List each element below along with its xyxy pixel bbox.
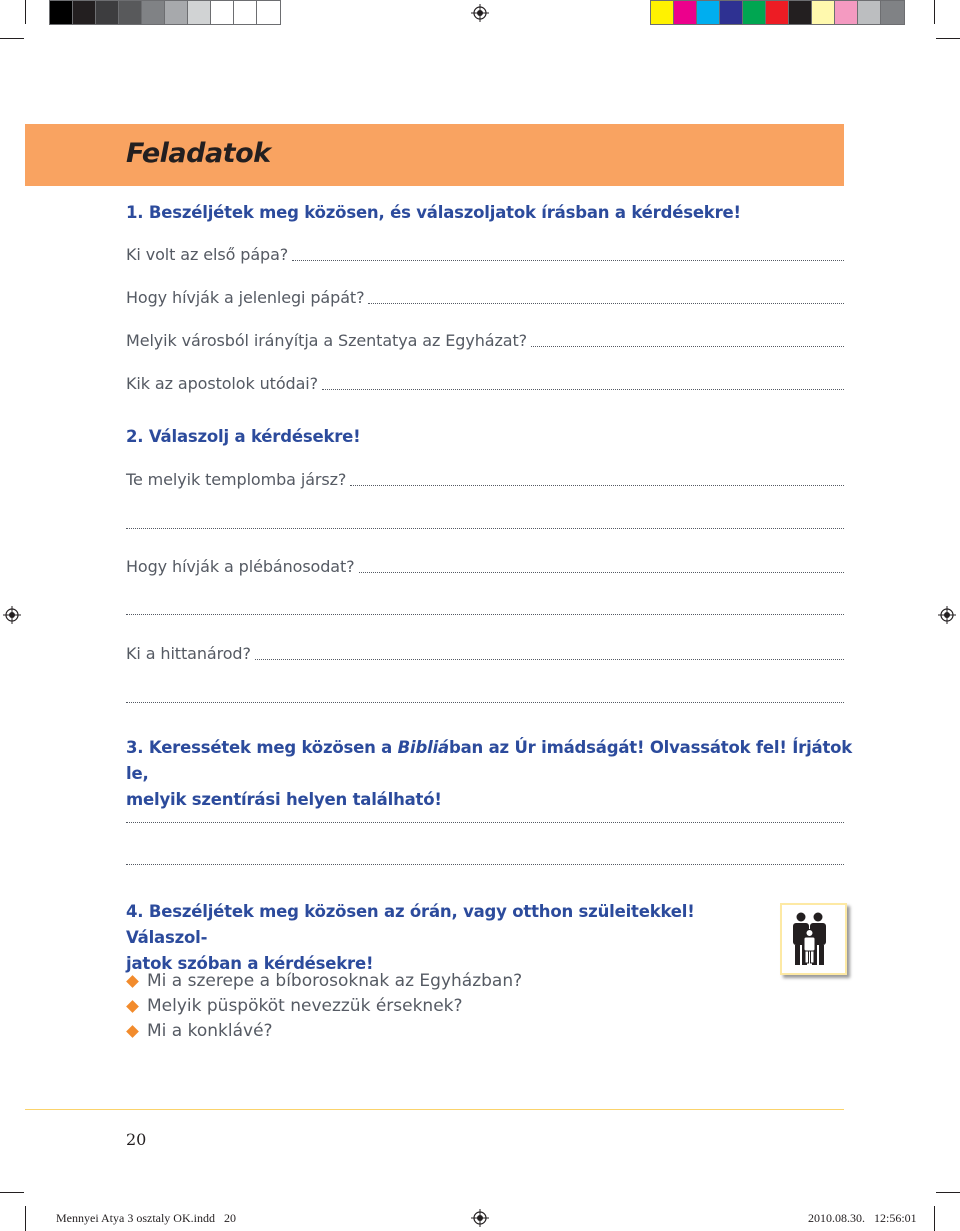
print-slug-date: 2010.08.30. 12:56:01 — [808, 1211, 917, 1225]
question-text: Hogy hívják a jelenlegi pápát? — [126, 288, 365, 307]
answer-line[interactable] — [126, 468, 844, 490]
swatch — [697, 1, 720, 24]
process-color-bar — [650, 0, 905, 25]
swatch — [73, 1, 96, 24]
dotted-line — [292, 260, 844, 261]
print-slug-file: Mennyei Atya 3 osztaly OK.indd 20 — [56, 1211, 236, 1225]
bullet-item — [126, 1020, 273, 1042]
crop-mark — [934, 0, 935, 24]
bullet-text: Mi a konklávé? — [147, 1021, 273, 1041]
bullet-text: Melyik püspököt nevezzük érseknek? — [147, 996, 463, 1016]
swatch — [720, 1, 743, 24]
heading-text: 3. Keressétek meg közösen a — [126, 738, 398, 757]
dotted-line — [255, 659, 844, 660]
registration-mark-icon — [3, 606, 21, 624]
question-text: Kik az apostolok utódai? — [126, 374, 319, 393]
heading-text: ban az Úr imádságát! Olvassátok fel! Írjátok le, — [126, 738, 853, 783]
question-text: Hogy hívják a plébánosodat? — [126, 557, 355, 576]
blank-answer-line[interactable] — [126, 614, 844, 615]
task-3-heading — [126, 735, 856, 813]
swatch — [119, 1, 142, 24]
swatch — [789, 1, 812, 24]
diamond-bullet-icon — [126, 1000, 139, 1013]
answer-line[interactable] — [126, 286, 844, 308]
registration-mark-icon — [938, 606, 956, 624]
bullet-item — [126, 970, 522, 992]
crop-mark — [25, 0, 26, 24]
swatch — [188, 1, 211, 24]
blank-answer-line[interactable] — [126, 702, 844, 703]
crop-mark — [0, 38, 24, 39]
crop-mark — [25, 1206, 26, 1231]
page-number: 20 — [126, 1130, 147, 1149]
swatch — [50, 1, 73, 24]
swatch — [165, 1, 188, 24]
swatch — [651, 1, 674, 24]
swatch — [142, 1, 165, 24]
page-title: Feladatok — [126, 138, 271, 169]
question-text: Melyik városból irányítja a Szentatya az Egyházat? — [126, 331, 528, 350]
dotted-line — [350, 485, 844, 486]
crop-mark — [936, 1192, 960, 1193]
swatch — [257, 1, 280, 24]
registration-mark-icon — [471, 4, 489, 22]
task-4-heading — [126, 899, 776, 977]
dotted-line — [322, 389, 844, 390]
answer-line[interactable] — [126, 329, 844, 351]
answer-line[interactable] — [126, 372, 844, 394]
answer-line[interactable] — [126, 642, 844, 664]
swatch — [743, 1, 766, 24]
grayscale-color-bar — [49, 0, 281, 25]
question-text: Ki volt az első pápa? — [126, 245, 289, 264]
swatch — [96, 1, 119, 24]
task-1-heading: 1. Beszéljétek meg közösen, és válaszoljatok írásban a kérdésekre! — [126, 203, 741, 222]
blank-answer-line[interactable] — [126, 864, 844, 865]
diamond-bullet-icon — [126, 975, 139, 988]
swatch — [211, 1, 234, 24]
family-icon — [780, 903, 847, 975]
dotted-line — [368, 303, 844, 304]
swatch — [766, 1, 789, 24]
crop-mark — [936, 38, 960, 39]
swatch — [234, 1, 257, 24]
blank-answer-line[interactable] — [126, 528, 844, 529]
crop-mark — [934, 1206, 935, 1231]
swatch — [881, 1, 904, 24]
swatch — [835, 1, 858, 24]
blank-answer-line[interactable] — [126, 822, 844, 823]
heading-text: 4. Beszéljétek meg közösen az órán, vagy otthon szüleitekkel! Válaszol- — [126, 902, 695, 947]
swatch — [674, 1, 697, 24]
question-text: Ki a hittanárod? — [126, 644, 251, 663]
question-text: Te melyik templomba jársz? — [126, 470, 347, 489]
bullet-text: Mi a szerepe a bíborosoknak az Egyházban? — [147, 971, 523, 991]
heading-text: melyik szentírási helyen található! — [126, 790, 442, 809]
swatch — [858, 1, 881, 24]
footer-rule — [25, 1109, 844, 1110]
answer-line[interactable] — [126, 243, 844, 265]
heading-italic-text: Bibliá — [397, 738, 449, 757]
bullet-item — [126, 995, 463, 1017]
heading-text: jatok szóban a kérdésekre! — [126, 954, 374, 973]
dotted-line — [359, 572, 844, 573]
diamond-bullet-icon — [126, 1025, 139, 1038]
dotted-line — [531, 346, 844, 347]
registration-mark-icon — [471, 1209, 489, 1227]
task-2-heading: 2. Válaszolj a kérdésekre! — [126, 427, 361, 446]
answer-line[interactable] — [126, 555, 844, 577]
crop-mark — [0, 1192, 24, 1193]
swatch — [812, 1, 835, 24]
